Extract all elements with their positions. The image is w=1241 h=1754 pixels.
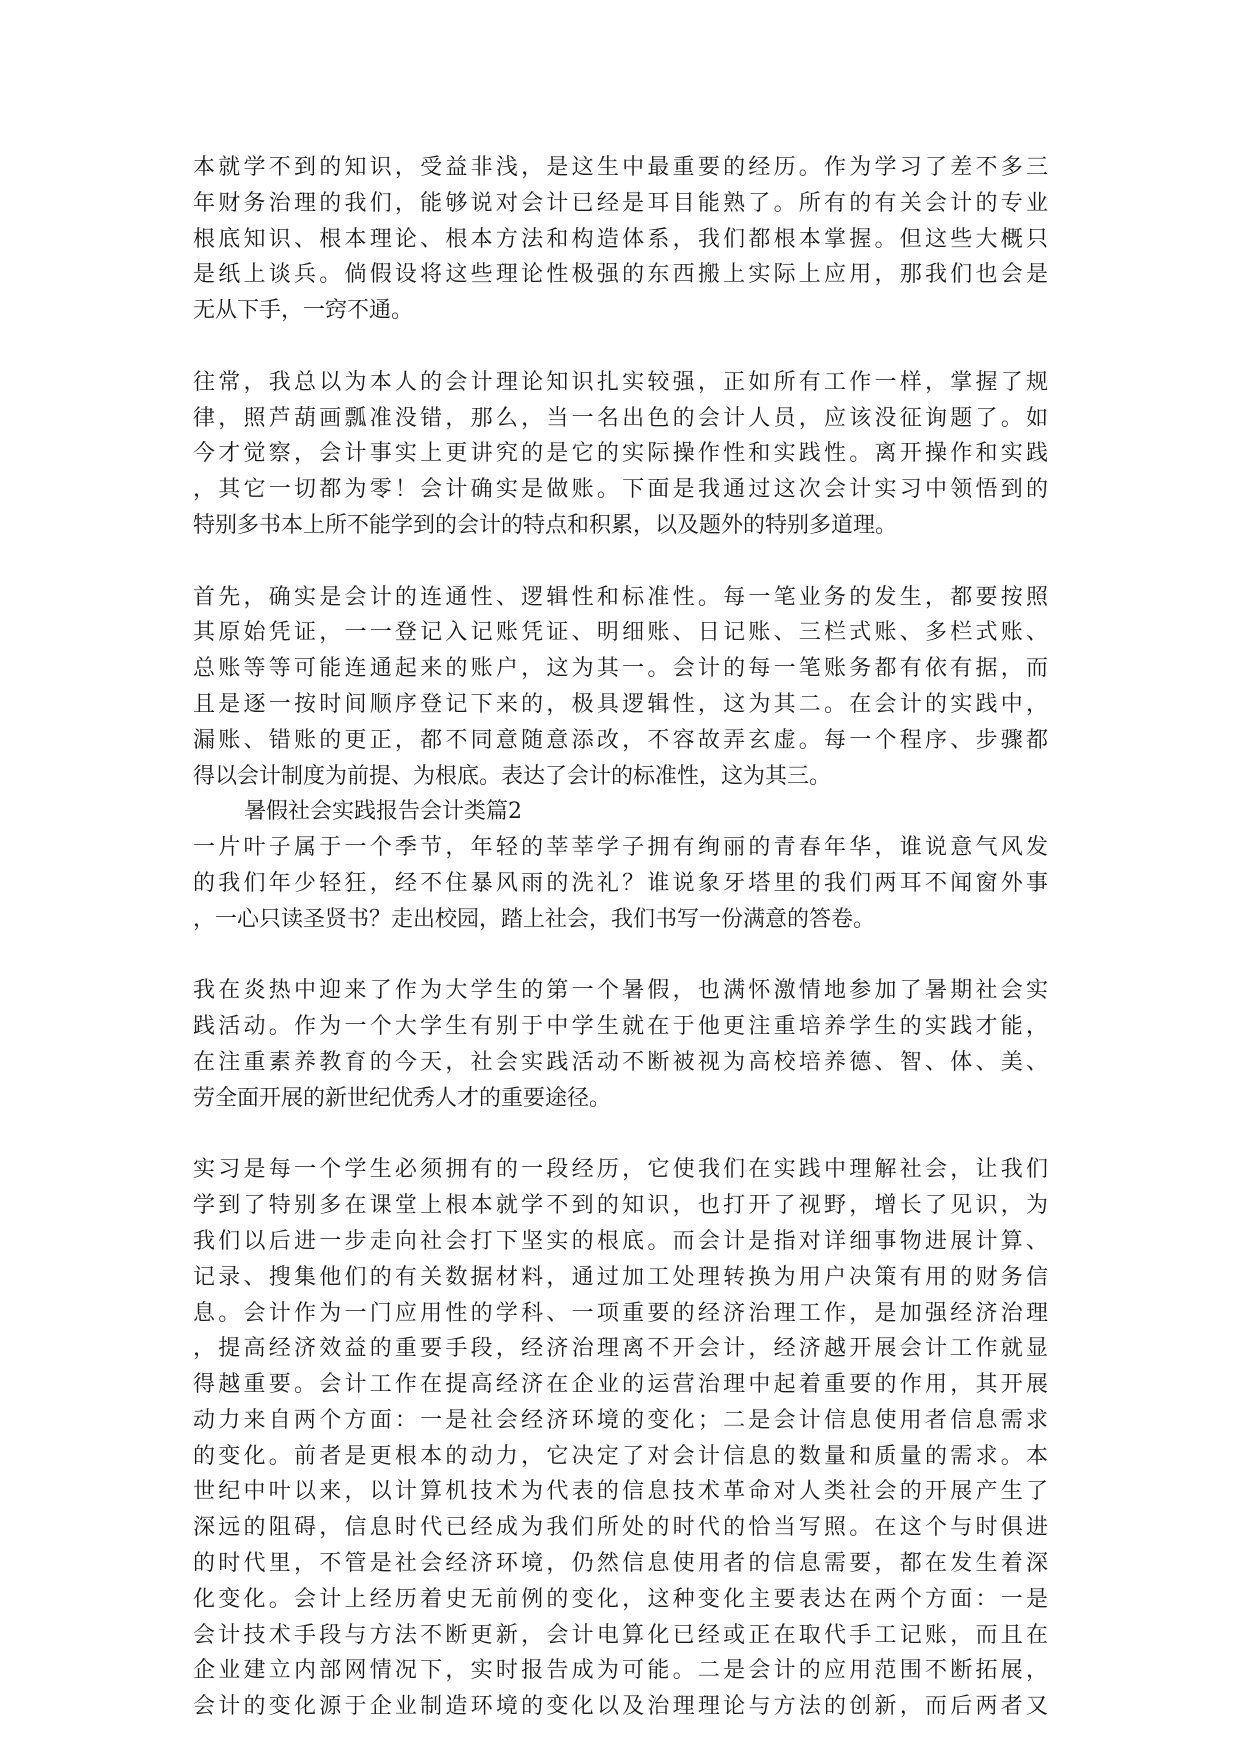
text-line: 特别多书本上所不能学到的会计的特点和积累，以及题外的特别多道理。 — [193, 512, 898, 538]
text-line: 一片叶子属于一个季节，年轻的莘莘学子拥有绚丽的青春年华，谁说意气风发 — [193, 835, 1048, 861]
text-line: 的时代里，不管是社会经济环境，仍然信息使用者的信息需要，都在发生着深 — [193, 1551, 1048, 1577]
paragraph-4 — [193, 830, 1048, 937]
text-line: 是纸上谈兵。倘假设将这些理论性极强的东西搬上实际上应用，那我们也会是 — [193, 262, 1048, 288]
text-line: 记录、搜集他们的有关数据材料，通过加工处理转换为用户决策有用的财务信 — [193, 1264, 1048, 1290]
document-page — [193, 150, 1048, 1725]
text-line: 劳全面开展的新世纪优秀人才的重要途径。 — [193, 1085, 612, 1111]
text-line: 今才觉察，会计事实上更讲究的是它的实际操作性和实践性。离开操作和实践 — [193, 441, 1048, 467]
text-line: 企业建立内部网情况下，实时报告成为可能。二是会计的应用范围不断拓展， — [193, 1658, 1048, 1684]
text-line: ，提高经济效益的重要手段，经济治理离不开会计，经济越开展会计工作就显 — [193, 1336, 1048, 1362]
text-line: 我们以后进一步走向社会打下坚实的根底。而会计是指对详细事物进展计算、 — [193, 1228, 1048, 1254]
text-line: 首先，确实是会计的连通性、逻辑性和标准性。每一笔业务的发生，都要按照 — [193, 584, 1048, 610]
text-line: ，其它一切都为零！会计确实是做账。下面是我通过这次会计实习中领悟到的 — [193, 477, 1048, 503]
text-line: 且是逐一按时间顺序登记下来的，极具逻辑性，这为其二。在会计的实践中， — [193, 691, 1048, 717]
text-line: 往常，我总以为本人的会计理论知识扎实较强，正如所有工作一样，掌握了规 — [193, 369, 1048, 395]
text-line: 根底知识、根本理论、根本方法和构造体系，我们都根本掌握。但这些大概只 — [193, 226, 1048, 252]
text-line: 我在炎热中迎来了作为大学生的第一个暑假，也满怀激情地参加了暑期社会实 — [193, 978, 1048, 1004]
text-line: 的变化。前者是更根本的动力，它决定了对会计信息的数量和质量的需求。本 — [193, 1443, 1048, 1469]
text-line: 实习是每一个学生必须拥有的一段经历，它使我们在实践中理解社会，让我们 — [193, 1157, 1048, 1183]
text-line: 本就学不到的知识，受益非浅，是这生中最重要的经历。作为学习了差不多三 — [193, 155, 1048, 180]
text-line: 会计的变化源于企业制造环境的变化以及治理理论与方法的创新，而后两者又 — [193, 1694, 1048, 1720]
text-line: 总账等等可能连通起来的账户，这为其一。会计的每一笔账务都有依有据，而 — [193, 656, 1048, 682]
paragraph-3 — [193, 580, 1048, 795]
text-line: 得越重要。会计工作在提高经济在企业的运营治理中起着重要的作用，其开展 — [193, 1372, 1048, 1398]
text-line: 在注重素养教育的今天，社会实践活动不断被视为高校培养德、智、体、美、 — [193, 1049, 1048, 1075]
text-line: 会计技术手段与方法不断更新，会计电算化已经或正在取代手工记账，而且在 — [193, 1622, 1048, 1648]
paragraph-gap — [193, 938, 1048, 974]
text-line: 化变化。会计上经历着史无前例的变化，这种变化主要表达在两个方面：一是 — [193, 1586, 1048, 1612]
text-line: 年财务治理的我们，能够说对会计已经是耳目能熟了。所有的有关会计的专业 — [193, 190, 1048, 216]
section-heading: 暑假社会实践报告会计类篇2 — [244, 799, 522, 825]
paragraph-gap — [193, 329, 1048, 365]
text-line: 世纪中叶以来，以计算机技术为代表的信息技术革命对人类社会的开展产生了 — [193, 1479, 1048, 1505]
text-line: 学到了特别多在课堂上根本就学不到的知识，也打开了视野，增长了见识，为 — [193, 1193, 1048, 1219]
paragraph-gap — [193, 544, 1048, 580]
text-line: 得以会计制度为前提、为根底。表达了会计的标准性，这为其三。 — [193, 763, 832, 789]
paragraph-2 — [193, 365, 1048, 544]
text-line: 漏账、错账的更正，都不同意随意添改，不容故弄玄虚。每一个程序、步骤都 — [193, 727, 1048, 753]
paragraph-5 — [193, 973, 1048, 1116]
paragraph-gap — [193, 1117, 1048, 1153]
text-line: 的我们年少轻狂，经不住暴风雨的洗礼？谁说象牙塔里的我们两耳不闻窗外事 — [193, 870, 1048, 896]
text-line: 其原始凭证，一一登记入记账凭证、明细账、日记账、三栏式账、多栏式账、 — [193, 620, 1048, 646]
text-line: 动力来自两个方面：一是社会经济环境的变化；二是会计信息使用者信息需求 — [193, 1407, 1048, 1433]
text-line: ，一心只读圣贤书？走出校园，踏上社会，我们书写一份满意的答卷。 — [193, 906, 876, 932]
text-line: 息。会计作为一门应用性的学科、一项重要的经济治理工作，是加强经济治理 — [193, 1300, 1048, 1326]
text-line: 律，照芦葫画瓢准没错，那么，当一名出色的会计人员，应该没征询题了。如 — [193, 405, 1048, 431]
text-line: 无从下手，一窍不通。 — [193, 298, 414, 324]
paragraph-6 — [193, 1152, 1048, 1725]
text-line: 深远的阻碍，信息时代已经成为我们所处的时代的恰当写照。在这个与时俱进 — [193, 1515, 1048, 1541]
paragraph-1 — [193, 150, 1048, 329]
text-line: 践活动。作为一个大学生有别于中学生就在于他更注重培养学生的实践才能， — [193, 1014, 1048, 1040]
